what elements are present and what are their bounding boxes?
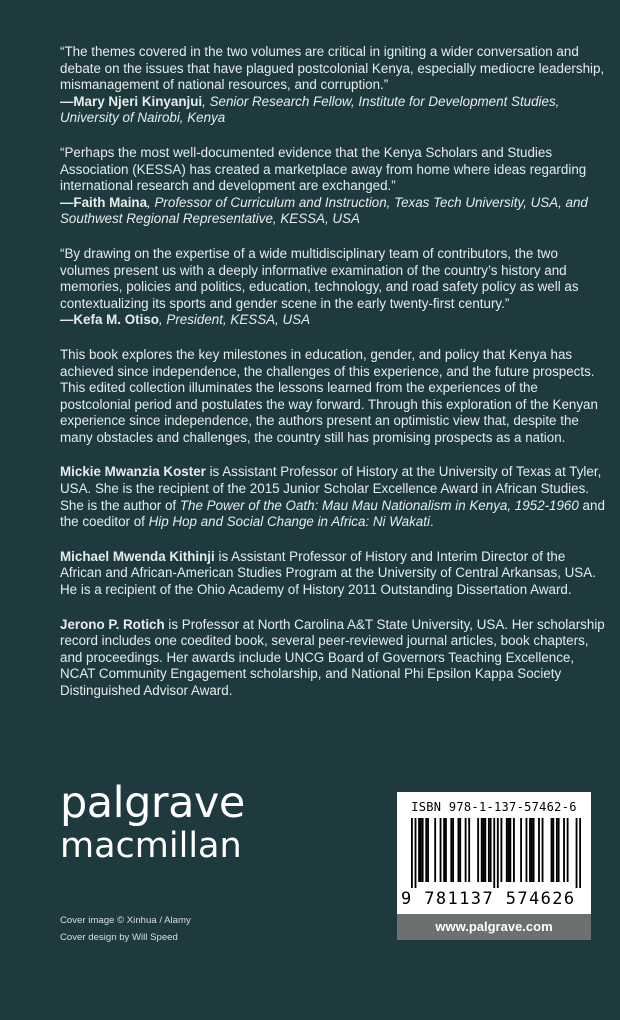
endorser-name: —Kefa M. Otiso bbox=[60, 312, 159, 328]
endorsement-attribution bbox=[60, 312, 605, 329]
barcode-bar bbox=[508, 818, 510, 882]
barcode-bar bbox=[533, 818, 535, 882]
barcode-bar bbox=[450, 818, 452, 882]
barcode-bar bbox=[434, 818, 436, 882]
barcode-panel bbox=[397, 792, 591, 914]
barcode-bar bbox=[427, 818, 429, 882]
barcode-bar bbox=[458, 818, 460, 882]
barcode-bar bbox=[490, 818, 492, 882]
barcode-bar bbox=[484, 818, 486, 882]
barcode-bar bbox=[481, 818, 483, 882]
barcode-bar bbox=[567, 818, 569, 882]
endorsement-2 bbox=[60, 145, 605, 228]
barcode-bar bbox=[576, 818, 578, 888]
barcode-bar bbox=[483, 818, 485, 882]
endorsement-quote: “By drawing on the expertise of a wide multidisciplinary team of contributors, the two volumes present us with a deeply informative examination of the country’s history and memories, policies and politics, education, technology, and road safety policy as well as contextualizing its sports and gender scene in the early twenty-first century.” bbox=[60, 245, 579, 311]
barcode-bar bbox=[443, 818, 445, 882]
endorser-role: , President, KESSA, USA bbox=[158, 312, 311, 328]
barcode-bar bbox=[459, 818, 461, 882]
bio-kithinji: Michael Mwenda Kithinji is Assistant Professor of History and Interim Director of the African and African-American Studies Program at the University of Central Arkansas, USA. He is a recipient of the Ohio Academy of History 2011 Outstanding Dissertation Award. bbox=[60, 548, 596, 598]
barcode-bar bbox=[418, 818, 420, 882]
barcode-bar bbox=[509, 818, 511, 882]
barcode-bar bbox=[538, 818, 540, 882]
barcode-bar bbox=[551, 818, 553, 882]
barcode-bar bbox=[468, 818, 470, 882]
barcode-bar bbox=[415, 818, 417, 888]
barcode-bar bbox=[440, 818, 442, 882]
author-name: Mickie Mwanzia Koster bbox=[60, 464, 206, 480]
endorsement-attribution bbox=[60, 195, 605, 228]
publisher-logo bbox=[60, 778, 245, 866]
barcode-bar bbox=[420, 818, 422, 882]
bio-koster: Mickie Mwanzia Koster is Assistant Professor of History at the University of Texas at Tyler, USA. She is the recipient of the 2015 Junior Scholar Excellence Award in African Studies. She is the author of The Power of the Oath: Mau Mau Nationalism in Kenya, 1952-1960 and the coeditor of Hip Hop and Social Change in Africa: Ni Wakati. bbox=[60, 464, 605, 530]
barcode-bar bbox=[558, 818, 560, 882]
barcode-bar bbox=[563, 818, 565, 882]
logo-line-2: macmillan bbox=[60, 826, 242, 866]
barcode-bar bbox=[531, 818, 533, 882]
barcode-bar bbox=[497, 818, 499, 888]
author-name: Jerono P. Rotich bbox=[60, 616, 165, 632]
endorsement-1 bbox=[60, 44, 605, 127]
barcode-bar bbox=[445, 818, 447, 882]
barcode-bar bbox=[465, 818, 467, 882]
logo-line-1: palgrave bbox=[60, 778, 245, 828]
book-title: Hip Hop and Social Change in Africa: Ni Wakati bbox=[148, 514, 430, 530]
back-cover-text bbox=[60, 44, 605, 718]
description-text: This book explores the key milestones in education, gender, and policy that Kenya has achieved since independence, the challenges of this experience, and the future prospects. This edited collection illuminates the lessons learned from the experiences of the postcolonial period and postulates the way forward. Through this exploration of the Kenyan experience since independence, the authors present an optimistic view that, despite the many obstacles and challenges, the country still has promising prospects as a nation. bbox=[60, 346, 598, 445]
endorsement-quote: “Perhaps the most well-documented evidence that the Kenya Scholars and Studies Association (KESSA) has created a marketplace away from home where ideas regarding international research and development are exchanged.” bbox=[60, 144, 587, 194]
barcode-bar bbox=[552, 818, 554, 882]
endorsement-quote: “The themes covered in the two volumes are critical in igniting a wider conversation and debate on the issues that have plagued postcolonial Kenya, especially mediocre leadership, mismanagement of national resources, and corruption.” bbox=[60, 44, 605, 93]
barcode-bar bbox=[529, 818, 531, 882]
endorser-role: , Professor of Curriculum and Instruction, Texas Tech University, USA, and Southwest Regional Representative, KESSA, USA bbox=[60, 194, 588, 227]
book-title: The Power of the Oath: Mau Mau Nationalism in Kenya, 1952-1960 bbox=[179, 497, 579, 513]
barcode-bar bbox=[556, 818, 558, 882]
barcode-bar bbox=[520, 818, 522, 882]
barcode-bar bbox=[452, 818, 454, 882]
barcode-bar bbox=[506, 818, 508, 882]
barcode-bar bbox=[422, 818, 424, 882]
barcode-bar bbox=[579, 818, 581, 888]
cover-design-credit: Cover design by Will Speed bbox=[60, 932, 178, 943]
barcode-bar bbox=[425, 818, 427, 882]
barcode-bar bbox=[513, 818, 515, 882]
website-link[interactable]: www.palgrave.com bbox=[397, 914, 591, 940]
cover-image-credit: Cover image © Xinhua / Alamy bbox=[60, 915, 191, 926]
endorsement-attribution bbox=[60, 94, 605, 127]
endorsement-3 bbox=[60, 246, 605, 329]
book-description bbox=[60, 347, 605, 447]
isbn-label: ISBN 978-1-137-57462-6 bbox=[411, 800, 577, 814]
bio-rotich: Jerono P. Rotich is Professor at North Carolina A&T State University, USA. Her scholarship record includes one coedited book, several peer-reviewed journal articles, book chapters, and proceedings. Her awards include UNCG Board of Governors Teaching Excellence, NCAT Community Engagement scholarship, and National Phi Epsilon Kappa Society Distinguished Advisor Award. bbox=[60, 616, 605, 698]
barcode-bar bbox=[542, 818, 544, 882]
endorser-name: —Mary Njeri Kinyanjui bbox=[60, 93, 203, 109]
endorser-name: —Faith Maina bbox=[60, 194, 148, 210]
endorser-role: , Senior Research Fellow, Institute for Development Studies, University of Nairobi, Kenya bbox=[60, 93, 560, 126]
barcode-icon bbox=[411, 818, 581, 888]
barcode-digits: 9 781137 574626 bbox=[401, 889, 576, 909]
barcode-bar bbox=[526, 818, 528, 882]
barcode-bar bbox=[477, 818, 479, 882]
author-name: Michael Mwenda Kithinji bbox=[60, 548, 215, 564]
barcode-bar bbox=[488, 818, 490, 882]
barcode-bar bbox=[493, 818, 495, 888]
cover-credits bbox=[60, 912, 191, 946]
barcode-bar bbox=[500, 818, 502, 882]
barcode-bar bbox=[411, 818, 413, 888]
